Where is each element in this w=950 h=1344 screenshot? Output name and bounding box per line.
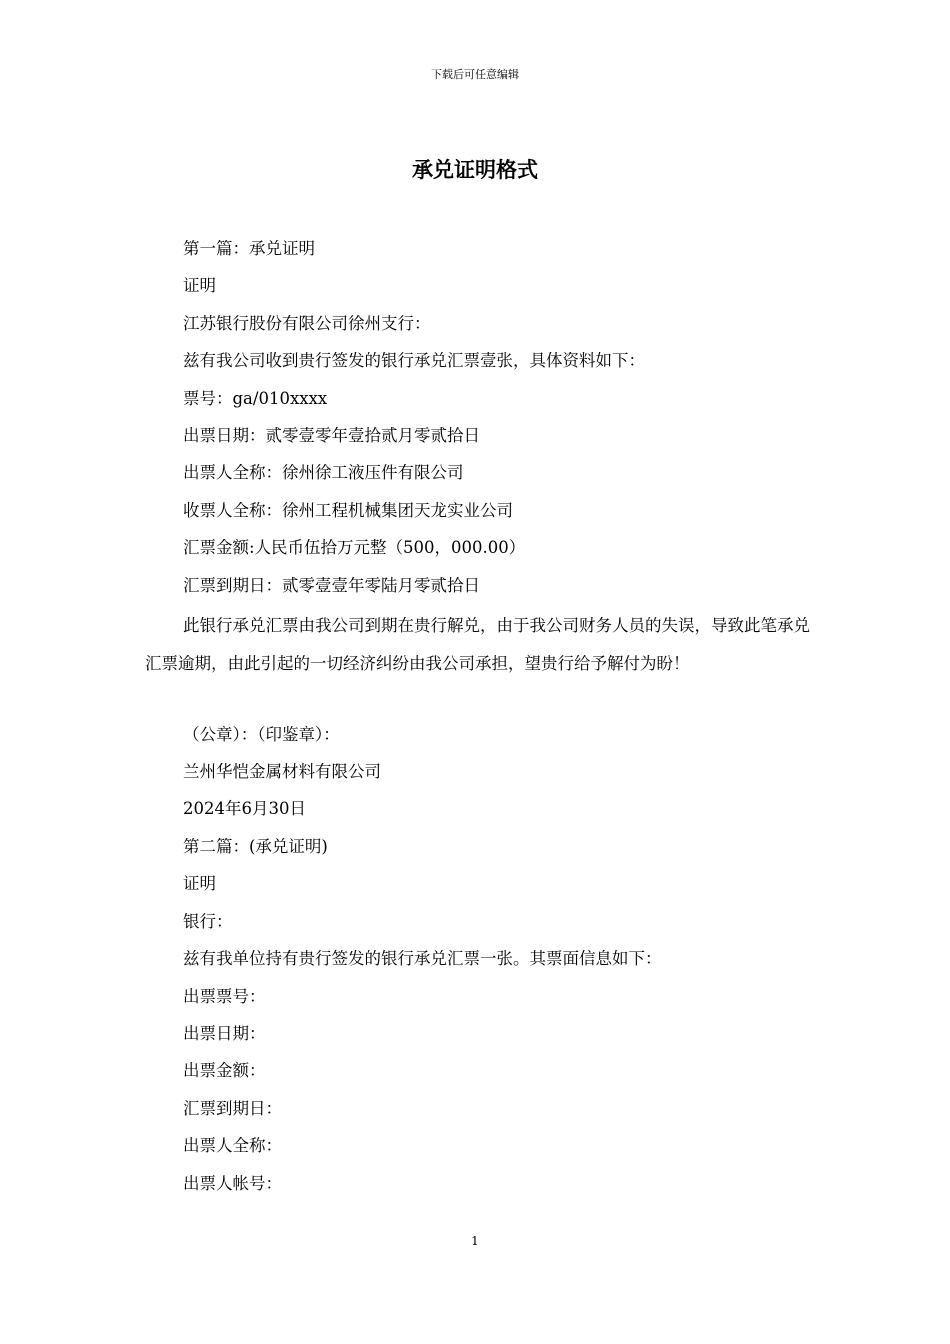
text-line: 江苏银行股份有限公司徐州支行： xyxy=(183,314,431,333)
text-line: 出票金额： xyxy=(183,1061,266,1080)
text-line: 兹有我单位持有贵行签发的银行承兑汇票一张。其票面信息如下： xyxy=(183,949,662,968)
text-line: 收票人全称：徐州工程机械集团天龙实业公司 xyxy=(183,501,513,520)
text-line: 出票人全称：徐州徐工液压件有限公司 xyxy=(183,463,464,482)
text-line: 汇票到期日： xyxy=(183,1099,282,1118)
text-line: 汇票金额:人民币伍拾万元整（500，000.00） xyxy=(183,538,526,557)
text-line: 第一篇：承兑证明 xyxy=(183,239,315,258)
text-line: （公章）：（印鉴章）： xyxy=(183,725,340,744)
text-line: 证明 xyxy=(183,874,216,893)
text-line: 出票票号： xyxy=(183,987,266,1006)
document-title: 承兑证明格式 xyxy=(412,157,538,182)
text-line: 出票日期： xyxy=(183,1024,266,1043)
text-line: 证明 xyxy=(183,276,216,295)
text-line: 汇票到期日：贰零壹壹年零陆月零贰拾日 xyxy=(183,576,480,595)
text-line: 第二篇：(承兑证明) xyxy=(183,837,328,856)
text-line: 出票人全称： xyxy=(183,1136,282,1155)
text-line: 银行： xyxy=(183,912,233,931)
body-paragraph: 此银行承兑汇票由我公司到期在贵行解兑，由于我公司财务人员的失误，导致此笔承兑汇票逾期，由此引起的一切经济纠纷由我公司承担，望贵行给予解付为盼！ xyxy=(145,616,810,673)
text-line: 2024年6月30日 xyxy=(183,799,306,818)
page-number: 1 xyxy=(471,1234,479,1248)
header-note: 下载后可任意编辑 xyxy=(431,68,519,81)
text-line: 出票人帐号： xyxy=(183,1174,282,1193)
text-line: 票号：ga/010xxxx xyxy=(183,389,328,408)
text-line: 兹有我公司收到贵行签发的银行承兑汇票壹张，具体资料如下： xyxy=(183,351,645,370)
text-line: 出票日期：贰零壹零年壹拾贰月零贰拾日 xyxy=(183,426,480,445)
text-line: 兰州华恺金属材料有限公司 xyxy=(183,762,381,781)
